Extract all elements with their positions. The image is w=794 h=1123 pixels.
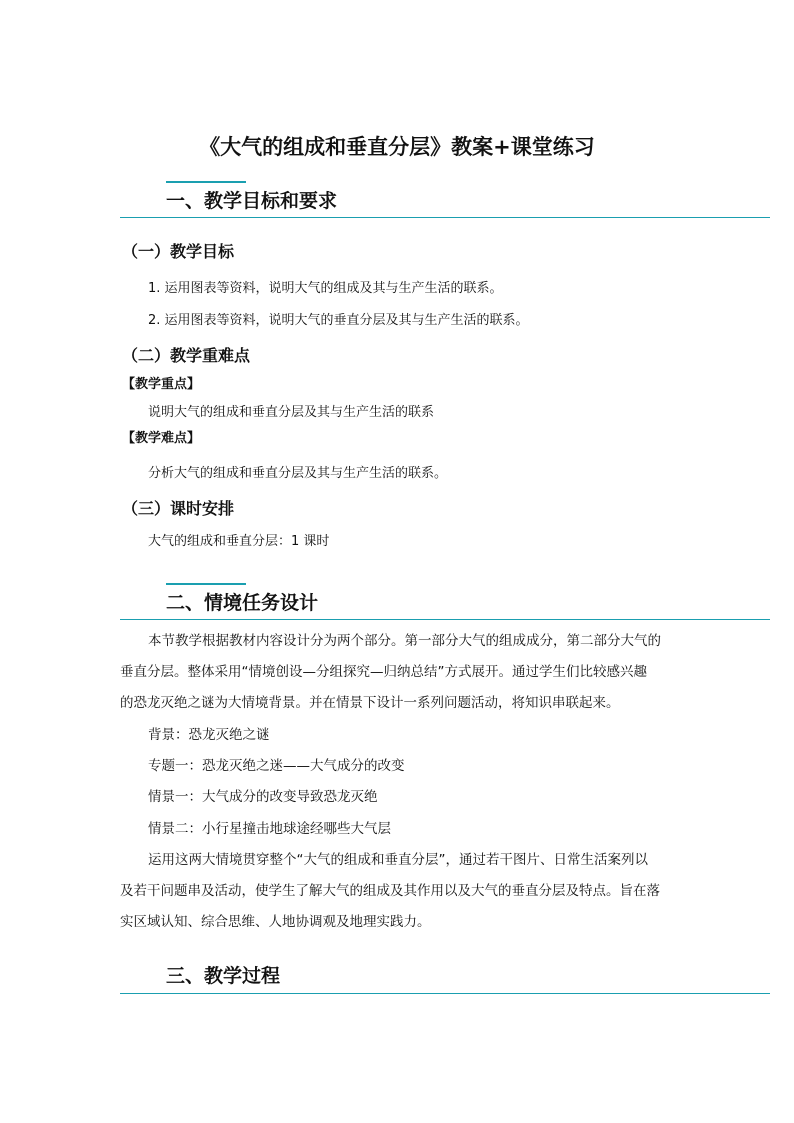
key-points-text: 说明大气的组成和垂直分层及其与生产生活的联系 [148, 405, 435, 420]
scenario-item-background: 背景：恐龙灭绝之谜 [148, 727, 270, 743]
summary-paragraph-line-2: 及若干问题串及活动，使学生了解大气的组成及其作用以及大气的垂直分层及特点。旨在落 [120, 883, 660, 899]
section-1-divider [120, 217, 770, 218]
key-difficult-heading: （二）教学重难点 [122, 346, 251, 365]
difficult-points-label: 【教学难点】 [122, 431, 201, 446]
schedule-text: 大气的组成和垂直分层：1 课时 [148, 534, 330, 549]
difficult-points-text: 分析大气的组成和垂直分层及其与生产生活的联系。 [148, 466, 448, 481]
scenario-item-topic-1: 专题一：恐龙灭绝之迷——大气成分的改变 [148, 758, 405, 774]
intro-paragraph-line-1: 本节教学根据教材内容设计分为两个部分。第一部分大气的组成成分，第二部分大气的 [148, 633, 661, 649]
intro-paragraph-line-2: 垂直分层。整体采用“情境创设—分组探究—归纳总结”方式展开。通过学生们比较感兴趣 [120, 664, 647, 680]
scenario-item-scene-2: 情景二：小行星撞击地球途经哪些大气层 [148, 821, 391, 837]
objective-item-1: 1. 运用图表等资料，说明大气的组成及其与生产生活的联系。 [148, 281, 503, 296]
document-title: 《大气的组成和垂直分层》教案+课堂练习 [199, 135, 595, 159]
section-3-heading: 三、教学过程 [166, 965, 281, 987]
objective-item-2: 2. 运用图表等资料，说明大气的垂直分层及其与生产生活的联系。 [148, 313, 529, 328]
summary-paragraph-line-3: 实区域认知、综合思维、人地协调观及地理实践力。 [120, 914, 431, 930]
section-3-divider [120, 993, 770, 994]
objectives-heading: （一）教学目标 [122, 242, 235, 261]
schedule-heading: （三）课时安排 [122, 499, 235, 518]
section-1-accent-bar [166, 181, 246, 183]
scenario-item-scene-1: 情景一：大气成分的改变导致恐龙灭绝 [148, 789, 378, 805]
intro-paragraph-line-3: 的恐龙灭绝之谜为大情境背景。并在情景下设计一系列问题活动，将知识串联起来。 [120, 695, 620, 711]
key-points-label: 【教学重点】 [122, 377, 201, 392]
summary-paragraph-line-1: 运用这两大情境贯穿整个“大气的组成和垂直分层”，通过若干图片、日常生活案列以 [148, 852, 648, 868]
section-2-heading: 二、情境任务设计 [166, 592, 319, 614]
section-2-divider [120, 619, 770, 620]
section-1-heading: 一、教学目标和要求 [166, 190, 338, 212]
section-2-accent-bar [166, 583, 246, 585]
